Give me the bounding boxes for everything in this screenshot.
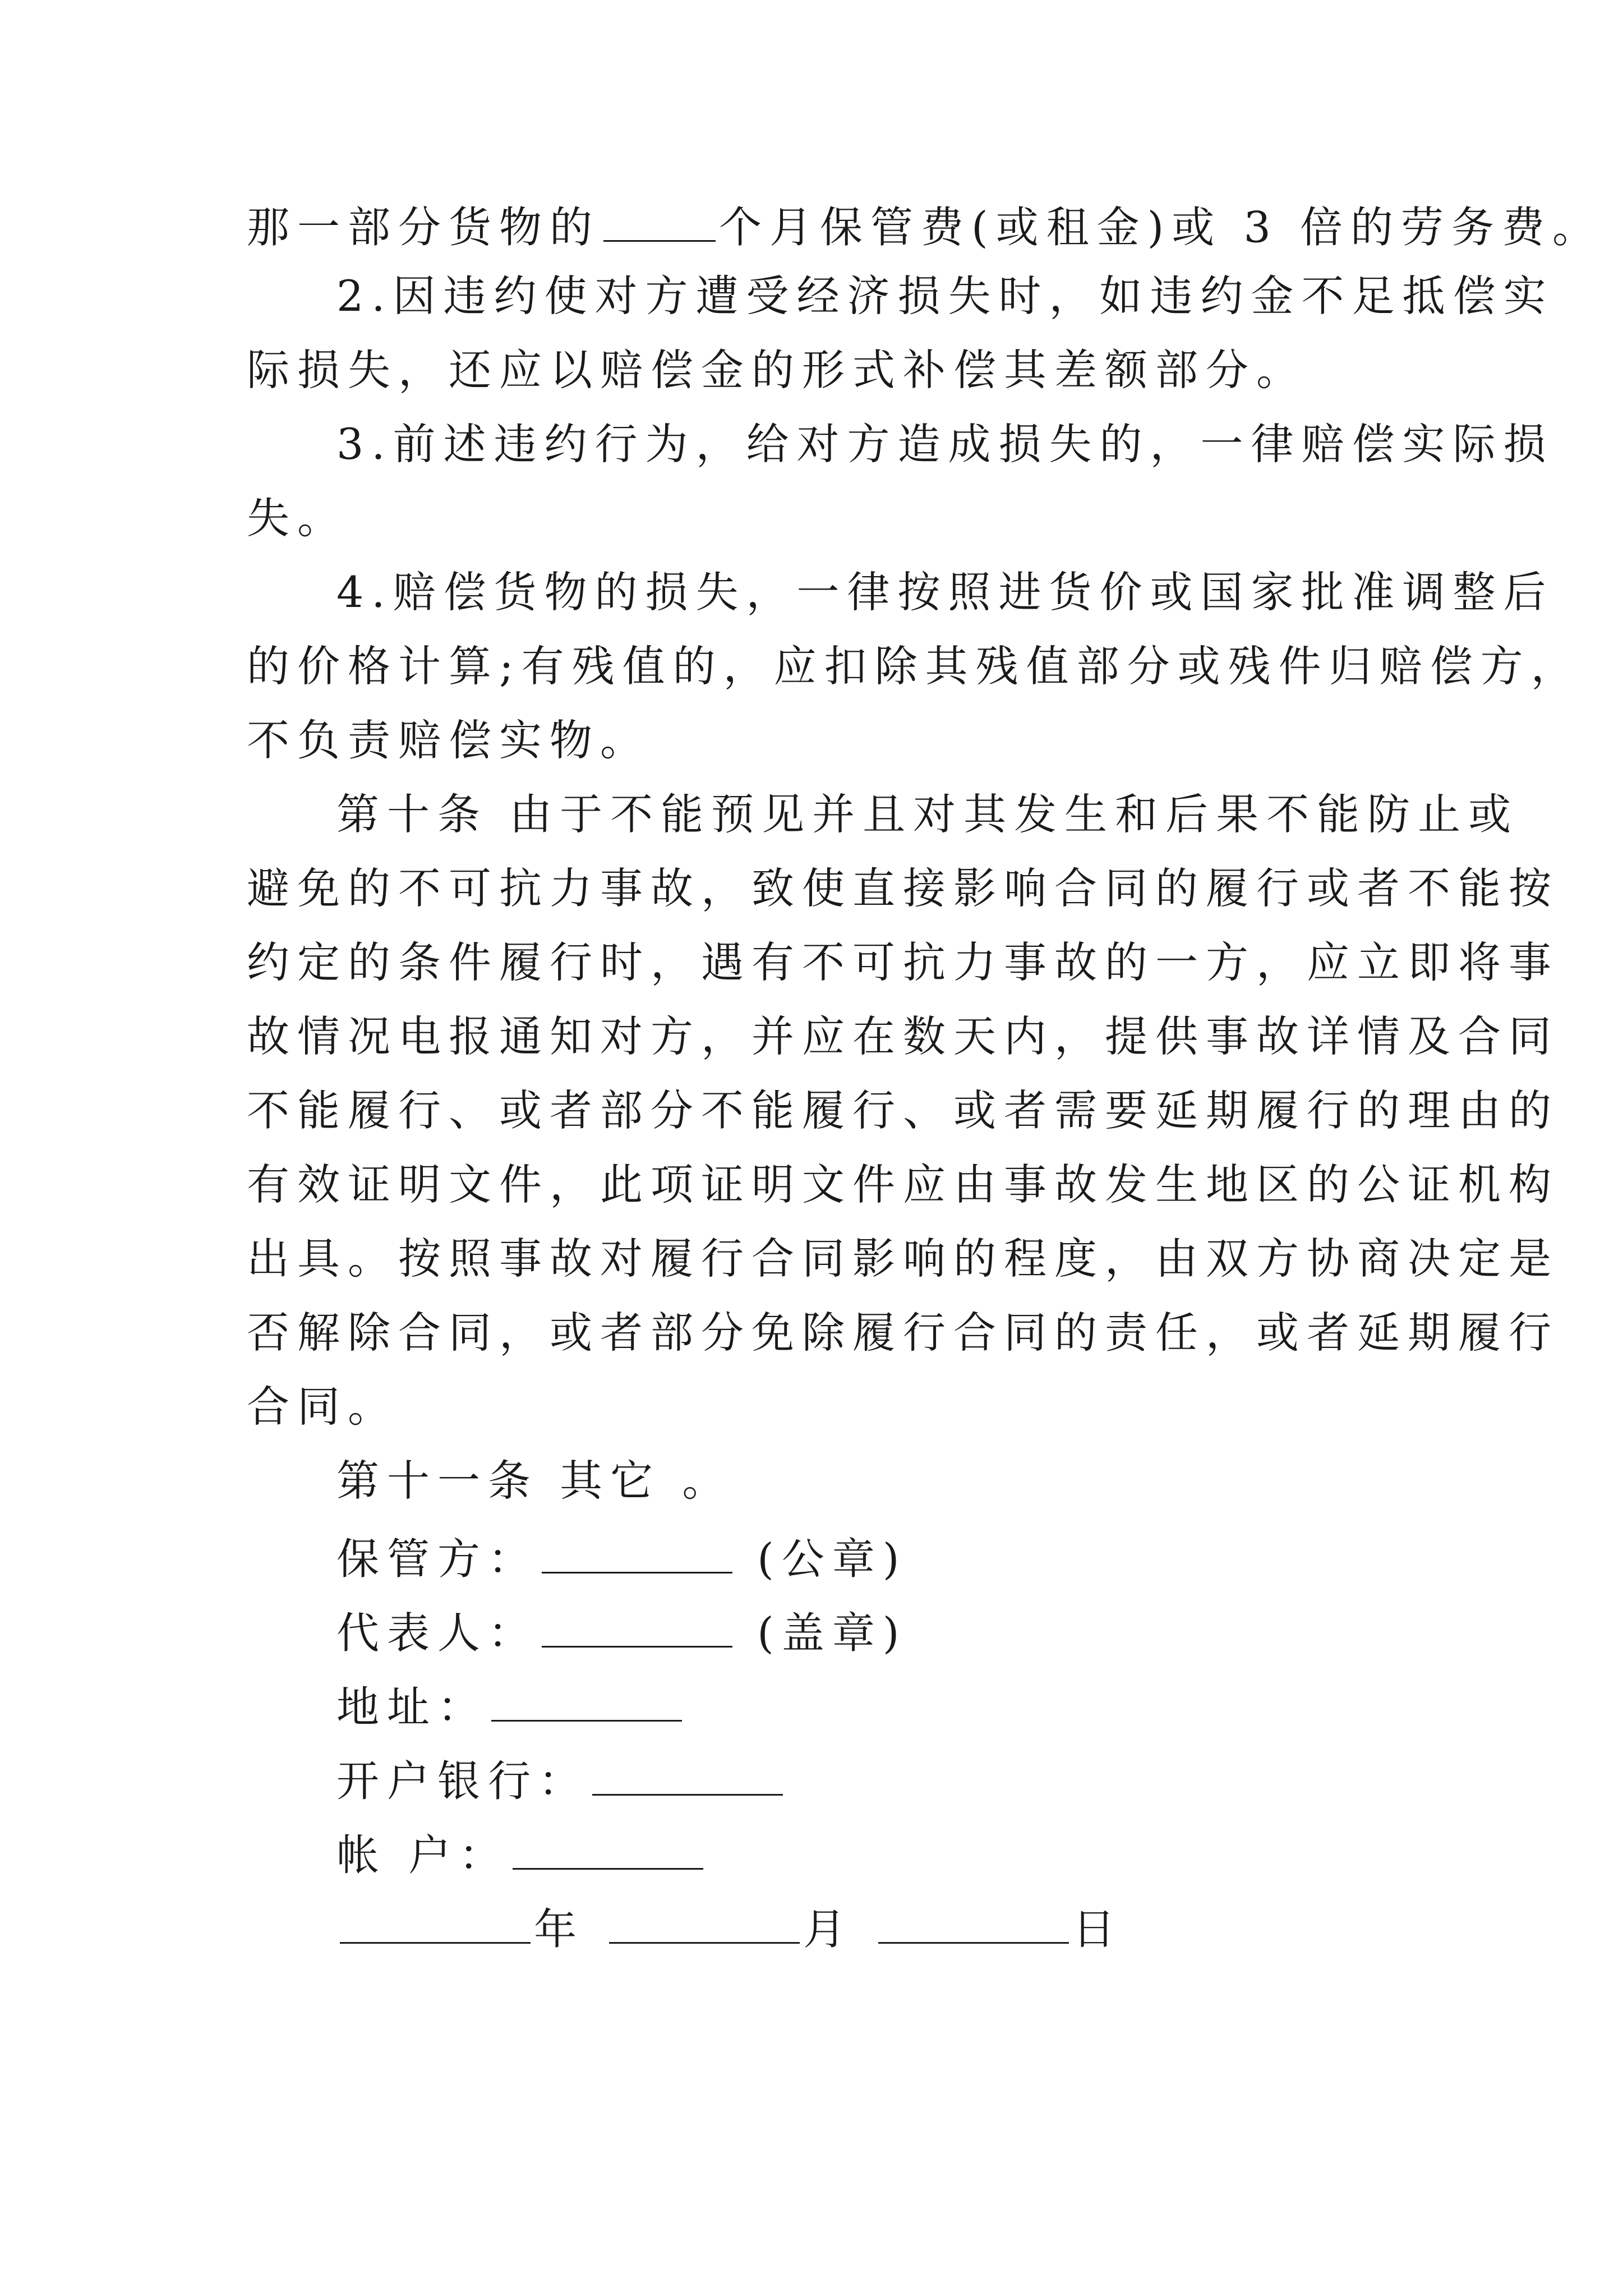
- custodian-line: [336, 1534, 907, 1584]
- article-11-line: 第十一条 其它 。: [336, 1456, 733, 1506]
- date-line: [336, 1904, 1123, 1954]
- paragraph-line: 2.因违约使对方遭受经济损失时，如违约金不足抵偿实: [336, 271, 1554, 321]
- account-label: 帐 户：: [336, 1830, 510, 1880]
- paragraph-line: 不负责赔偿实物。: [247, 715, 651, 765]
- paragraph-line: 出具。按照事故对履行合同影响的程度，由双方协商决定是: [247, 1234, 1559, 1283]
- day-field: [878, 1904, 1069, 1944]
- representative-line: [336, 1608, 907, 1658]
- address-label: 地址：: [336, 1682, 488, 1732]
- paragraph-line: 有效证明文件，此项证明文件应由事故发生地区的公证机构: [247, 1159, 1559, 1209]
- paragraph-line: [247, 202, 1603, 252]
- bank-field: [592, 1756, 783, 1796]
- month-label: 月: [803, 1904, 854, 1954]
- paragraph-line: 故情况电报通知对方，并应在数天内，提供事故详情及合同: [247, 1011, 1559, 1061]
- paragraph-line: 际损失，还应以赔偿金的形式补偿其差额部分。: [247, 345, 1307, 395]
- year-field: [340, 1904, 531, 1944]
- address-field: [491, 1682, 682, 1722]
- paragraph-line: 合同。: [247, 1382, 398, 1432]
- month-field: [609, 1904, 800, 1944]
- paragraph-line: 不能履行、或者部分不能履行、或者需要延期履行的理由的: [247, 1085, 1559, 1135]
- paragraph-line: 第十条 由于不能预见并且对其发生和后果不能防止或: [336, 789, 1519, 839]
- paragraph-line: 避免的不可抗力事故，致使直接影响合同的履行或者不能按: [247, 863, 1559, 913]
- custodian-label: 保管方：: [336, 1534, 538, 1584]
- paragraph-line: 约定的条件履行时，遇有不可抗力事故的一方，应立即将事: [247, 937, 1559, 987]
- custodian-field: [542, 1534, 732, 1573]
- paragraph-line: 失。: [247, 493, 348, 543]
- paragraph-line: 3.前述违约行为，给对方造成损失的，一律赔偿实际损: [336, 419, 1554, 469]
- blank-field-months: [603, 202, 716, 242]
- representative-seal-note: (盖章): [757, 1608, 907, 1658]
- text-segment: 个月保管费(或租金)或 3 倍的劳务费。: [719, 202, 1603, 252]
- paragraph-line: 的价格计算;有残值的，应扣除其残值部分或残件归赔偿方，: [247, 641, 1581, 691]
- address-line: [336, 1682, 685, 1732]
- paragraph-line: 4.赔偿货物的损失，一律按照进货价或国家批准调整后: [336, 567, 1554, 617]
- representative-field: [542, 1608, 732, 1648]
- custodian-seal-note: (公章): [757, 1534, 907, 1584]
- text-segment: 那一部分货物的: [247, 202, 600, 252]
- year-label: 年: [534, 1904, 584, 1954]
- representative-label: 代表人：: [336, 1608, 538, 1658]
- day-label: 日: [1072, 1904, 1123, 1954]
- paragraph-line: 否解除合同，或者部分免除履行合同的责任，或者延期履行: [247, 1308, 1559, 1358]
- bank-line: [336, 1756, 786, 1806]
- account-field: [513, 1830, 703, 1870]
- bank-label: 开户银行：: [336, 1756, 589, 1806]
- account-line: [336, 1830, 707, 1880]
